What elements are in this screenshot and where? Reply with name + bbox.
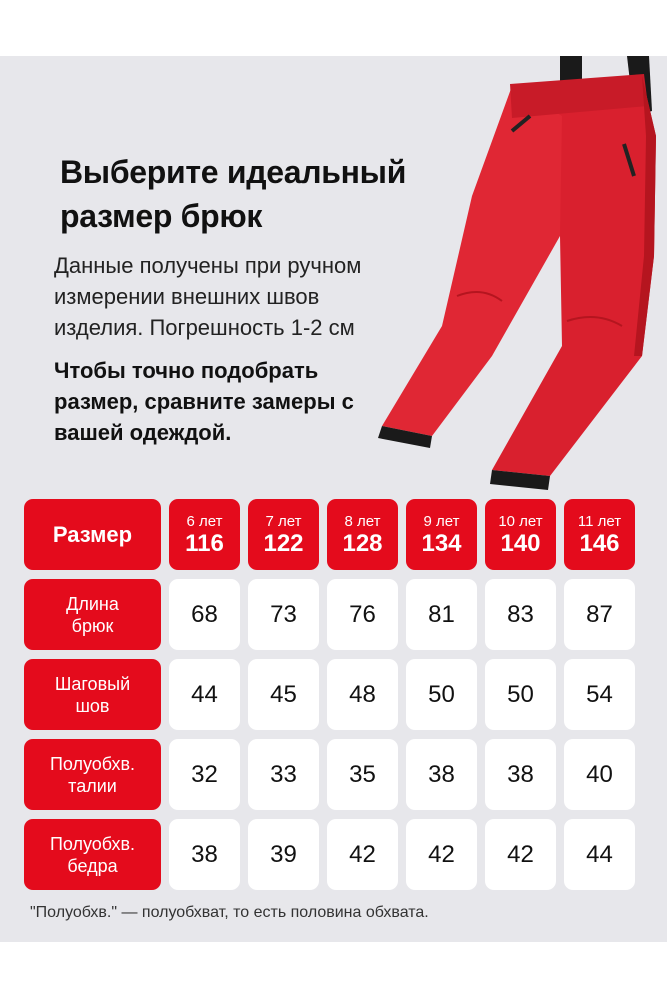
table-cell: 42 (406, 819, 477, 890)
size-column-header (169, 499, 240, 570)
size-value: 122 (263, 529, 304, 557)
size-value: 116 (185, 529, 224, 557)
size-header-cell (24, 499, 161, 570)
table-cell: 33 (248, 739, 319, 810)
intro-text: Данные получены при ручном измерении внешних швов изделия. Погрешность 1-2 см (54, 253, 362, 340)
table-cell: 76 (327, 579, 398, 650)
size-column-header (327, 499, 398, 570)
size-table (24, 499, 635, 890)
headline (60, 150, 406, 238)
row-label-line: Полуобхв. (49, 833, 136, 854)
table-cell: 39 (248, 819, 319, 890)
table-cell: 50 (485, 659, 556, 730)
table-cell: 48 (327, 659, 398, 730)
row-label-line: Длина (66, 593, 119, 614)
table-cell: 68 (169, 579, 240, 650)
table-cell: 54 (564, 659, 635, 730)
size-column-header (248, 499, 319, 570)
size-header-label: Размер (52, 521, 133, 547)
age-label: 11 лет (577, 512, 622, 530)
table-cell: 45 (248, 659, 319, 730)
row-label-line: Шаговый (54, 673, 131, 694)
table-cell: 40 (564, 739, 635, 810)
size-column-header (406, 499, 477, 570)
row-label-line: бедра (67, 855, 118, 876)
row-label-line: талии (68, 775, 117, 796)
size-column-header (485, 499, 556, 570)
size-value: 128 (342, 529, 383, 557)
age-label: 8 лет (344, 512, 381, 530)
age-label: 6 лет (186, 512, 223, 530)
size-value: 140 (500, 529, 541, 557)
table-cell: 38 (406, 739, 477, 810)
row-label-line: брюк (71, 615, 114, 636)
size-value: 146 (579, 529, 620, 557)
table-cell: 38 (485, 739, 556, 810)
table-cell: 73 (248, 579, 319, 650)
table-cell: 50 (406, 659, 477, 730)
table-cell: 81 (406, 579, 477, 650)
table-cell: 83 (485, 579, 556, 650)
table-cell: 44 (169, 659, 240, 730)
red-ski-pants-icon (372, 56, 667, 506)
size-column-header (564, 499, 635, 570)
table-cell: 42 (327, 819, 398, 890)
footnote: "Полуобхв." — полуобхват, то есть половина обхвата. (30, 904, 429, 921)
row-label-line: Полуобхв. (49, 753, 136, 774)
table-cell: 32 (169, 739, 240, 810)
headline-line-2: размер брюк (60, 198, 263, 234)
table-cell: 38 (169, 819, 240, 890)
table-cell: 35 (327, 739, 398, 810)
age-label: 7 лет (265, 512, 302, 530)
table-cell: 42 (485, 819, 556, 890)
comparison-note: Чтобы точно подобрать размер, сравните замеры с вашей одеждой. (54, 358, 354, 445)
table-cell: 87 (564, 579, 635, 650)
row-label-line: шов (75, 695, 110, 716)
row-label-half-waist (24, 739, 161, 810)
size-value: 134 (421, 529, 462, 557)
age-label: 10 лет (498, 512, 543, 530)
row-label-inseam (24, 659, 161, 730)
row-label-pants-length (24, 579, 161, 650)
table-cell: 44 (564, 819, 635, 890)
age-label: 9 лет (423, 512, 460, 530)
row-label-half-hip (24, 819, 161, 890)
headline-line-1: Выберите идеальный (60, 154, 407, 190)
